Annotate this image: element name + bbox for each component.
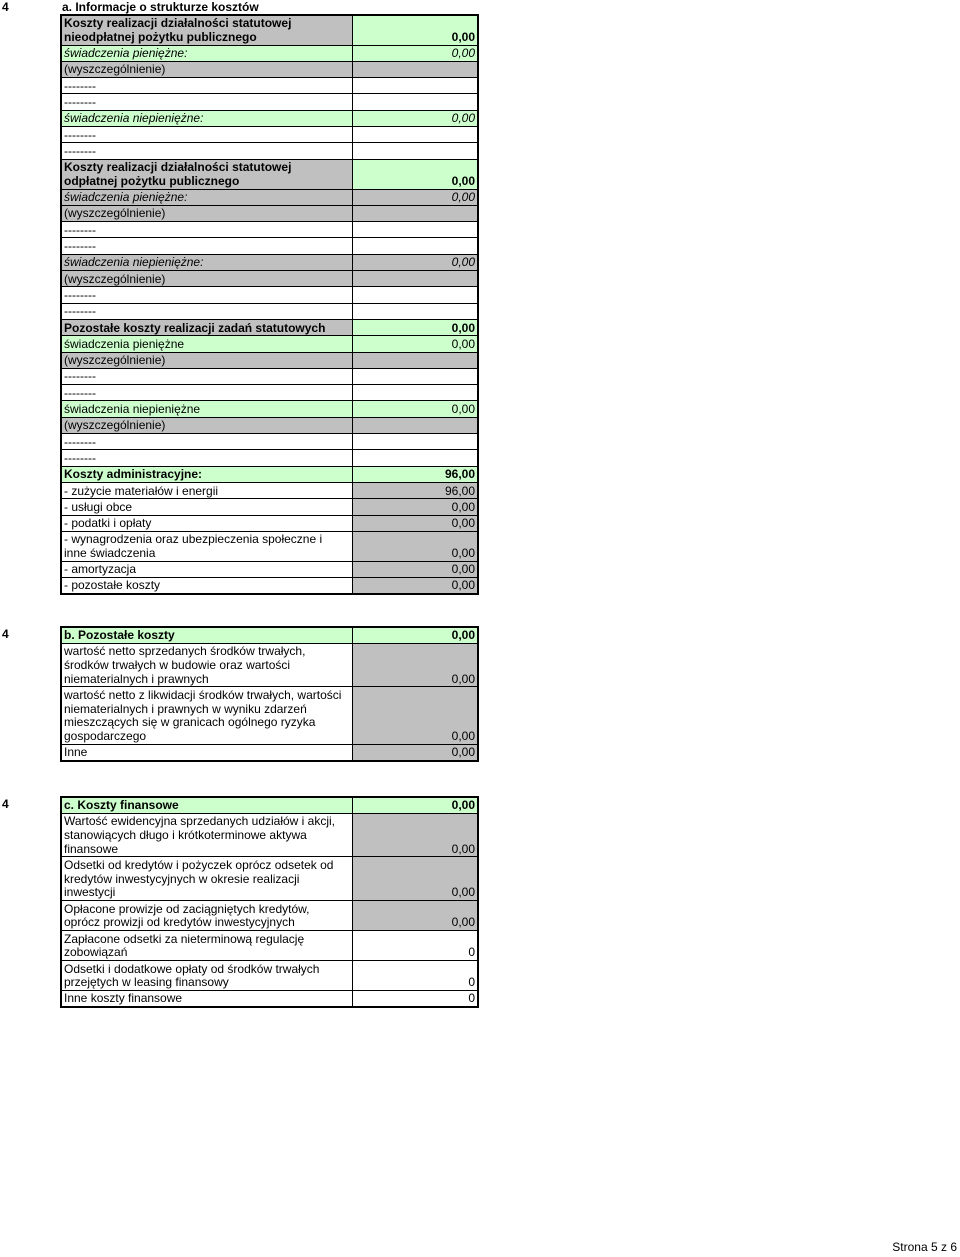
row-label: (wyszczególnienie) <box>61 417 353 433</box>
row-label: świadczenia niepieniężne <box>61 401 353 417</box>
row-value: 0,00 <box>353 687 479 744</box>
table-row <box>61 515 478 531</box>
table-row <box>61 561 478 577</box>
row-value <box>353 287 479 303</box>
row-value: 0,00 <box>353 319 479 335</box>
row-label: świadczenia pieniężne <box>61 336 353 352</box>
cost-structure-table <box>60 14 479 595</box>
row-value <box>353 434 479 450</box>
section-a-number: 4 <box>2 0 9 14</box>
row-label: - pozostałe koszty <box>61 578 353 594</box>
row-value: 0,00 <box>353 499 479 515</box>
row-label: Pozostałe koszty realizacji zadań statutowych <box>61 319 353 335</box>
table-row <box>61 857 478 901</box>
row-value <box>353 238 479 254</box>
row-label: -------- <box>61 238 353 254</box>
row-value <box>353 303 479 319</box>
row-label: - amortyzacja <box>61 561 353 577</box>
table-row <box>61 189 478 205</box>
row-value <box>353 61 479 77</box>
row-value <box>353 368 479 384</box>
row-value: 96,00 <box>353 482 479 498</box>
row-value <box>353 205 479 221</box>
table-row <box>61 126 478 142</box>
table-row <box>61 94 478 110</box>
row-value: 0,00 <box>353 45 479 61</box>
table-row <box>61 303 478 319</box>
row-value: 0,00 <box>353 857 479 901</box>
table-row <box>61 45 478 61</box>
table-row <box>61 687 478 744</box>
row-value: 0,00 <box>353 578 479 594</box>
row-value: 0,00 <box>353 797 479 813</box>
row-label: - usługi obce <box>61 499 353 515</box>
row-label: -------- <box>61 287 353 303</box>
row-label: Zapłacone odsetki za nieterminową regulację zobowiązań <box>61 931 353 961</box>
row-value: 0,00 <box>353 159 479 189</box>
row-label: -------- <box>61 143 353 159</box>
table-row <box>61 271 478 287</box>
row-label: - zużycie materiałów i energii <box>61 482 353 498</box>
row-label: świadczenia pieniężne: <box>61 45 353 61</box>
table-row <box>61 482 478 498</box>
row-label: -------- <box>61 385 353 401</box>
row-value <box>353 352 479 368</box>
table-row <box>61 744 478 760</box>
row-value <box>353 126 479 142</box>
row-label: Inne koszty finansowe <box>61 991 353 1007</box>
table-row <box>61 287 478 303</box>
table-row <box>61 901 478 931</box>
section-a-title: a. Informacje o strukturze kosztów <box>62 0 259 14</box>
row-value <box>353 417 479 433</box>
table-row <box>61 15 478 45</box>
row-label: świadczenia niepieniężne: <box>61 110 353 126</box>
row-label: b. Pozostałe koszty <box>61 627 353 643</box>
row-value <box>353 143 479 159</box>
row-value: 0,00 <box>353 110 479 126</box>
row-value <box>353 385 479 401</box>
page-footer: Strona 5 z 6 <box>892 1240 957 1254</box>
row-label: (wyszczególnienie) <box>61 61 353 77</box>
table-row <box>61 319 478 335</box>
table-row <box>61 434 478 450</box>
row-label: Koszty realizacji działalności statutowej odpłatnej pożytku publicznego <box>61 159 353 189</box>
table-row <box>61 531 478 561</box>
table-row <box>61 499 478 515</box>
table-row <box>61 352 478 368</box>
row-label: wartość netto sprzedanych środków trwałych, środków trwałych w budowie oraz wartości niematerialnych i prawnych <box>61 643 353 687</box>
section-b-number: 4 <box>2 627 9 641</box>
table-row <box>61 450 478 466</box>
financial-costs-table <box>60 796 479 1008</box>
row-label: c. Koszty finansowe <box>61 797 353 813</box>
table-row <box>61 205 478 221</box>
row-label: -------- <box>61 94 353 110</box>
row-label: -------- <box>61 450 353 466</box>
row-value: 0,00 <box>353 813 479 857</box>
row-label: Wartość ewidencyjna sprzedanych udziałów i akcji, stanowiących długo i krótkoterminowe aktywa finansowe <box>61 813 353 857</box>
row-label: Odsetki i dodatkowe opłaty od środków trwałych przejętych w leasing finansowy <box>61 961 353 991</box>
table-row <box>61 401 478 417</box>
section-c-number: 4 <box>2 797 9 811</box>
row-value: 0 <box>353 961 479 991</box>
table-row <box>61 578 478 594</box>
row-value <box>353 271 479 287</box>
row-value: 0,00 <box>353 643 479 687</box>
row-value: 0,00 <box>353 401 479 417</box>
table-row <box>61 222 478 238</box>
table-row <box>61 466 478 482</box>
row-value: 0,00 <box>353 901 479 931</box>
table-row <box>61 385 478 401</box>
row-value: 0,00 <box>353 15 479 45</box>
table-row <box>61 961 478 991</box>
table-row <box>61 61 478 77</box>
row-value <box>353 78 479 94</box>
table-row <box>61 336 478 352</box>
row-label: wartość netto z likwidacji środków trwałych, wartości niematerialnych i prawnych w wyniku zdarzeń mieszczących się w granicach ogólnego ryzyka gospodarczego <box>61 687 353 744</box>
row-label: (wyszczególnienie) <box>61 352 353 368</box>
table-row <box>61 797 478 813</box>
table-row <box>61 991 478 1007</box>
row-value: 96,00 <box>353 466 479 482</box>
row-label: Koszty realizacji działalności statutowej nieodpłatnej pożytku publicznego <box>61 15 353 45</box>
row-value: 0,00 <box>353 515 479 531</box>
row-value <box>353 94 479 110</box>
row-value: 0,00 <box>353 627 479 643</box>
table-row <box>61 110 478 126</box>
table-row <box>61 931 478 961</box>
table-row <box>61 368 478 384</box>
table-row <box>61 159 478 189</box>
other-costs-table <box>60 626 479 762</box>
row-value: 0,00 <box>353 561 479 577</box>
row-label: Koszty administracyjne: <box>61 466 353 482</box>
row-label: - wynagrodzenia oraz ubezpieczenia społeczne i inne świadczenia <box>61 531 353 561</box>
row-label: -------- <box>61 222 353 238</box>
row-value: 0,00 <box>353 254 479 270</box>
table-row <box>61 417 478 433</box>
table-row <box>61 627 478 643</box>
table-row <box>61 254 478 270</box>
row-label: świadczenia niepieniężne: <box>61 254 353 270</box>
row-label: Inne <box>61 744 353 760</box>
row-value: 0,00 <box>353 336 479 352</box>
row-value: 0 <box>353 991 479 1007</box>
row-label: (wyszczególnienie) <box>61 205 353 221</box>
row-value <box>353 222 479 238</box>
row-label: -------- <box>61 78 353 94</box>
row-label: -------- <box>61 368 353 384</box>
row-label: - podatki i opłaty <box>61 515 353 531</box>
row-label: świadczenia pieniężne: <box>61 189 353 205</box>
row-value: 0,00 <box>353 189 479 205</box>
row-value <box>353 450 479 466</box>
row-label: (wyszczególnienie) <box>61 271 353 287</box>
table-row <box>61 78 478 94</box>
row-label: -------- <box>61 303 353 319</box>
row-value: 0,00 <box>353 531 479 561</box>
row-label: -------- <box>61 434 353 450</box>
table-row <box>61 143 478 159</box>
row-label: Opłacone prowizje od zaciągniętych kredytów, oprócz prowizji od kredytów inwestycyjnych <box>61 901 353 931</box>
row-value: 0,00 <box>353 744 479 760</box>
row-value: 0 <box>353 931 479 961</box>
table-row <box>61 643 478 687</box>
table-row <box>61 238 478 254</box>
row-label: Odsetki od kredytów i pożyczek oprócz odsetek od kredytów inwestycyjnych w okresie realizacji inwestycji <box>61 857 353 901</box>
table-row <box>61 813 478 857</box>
row-label: -------- <box>61 126 353 142</box>
